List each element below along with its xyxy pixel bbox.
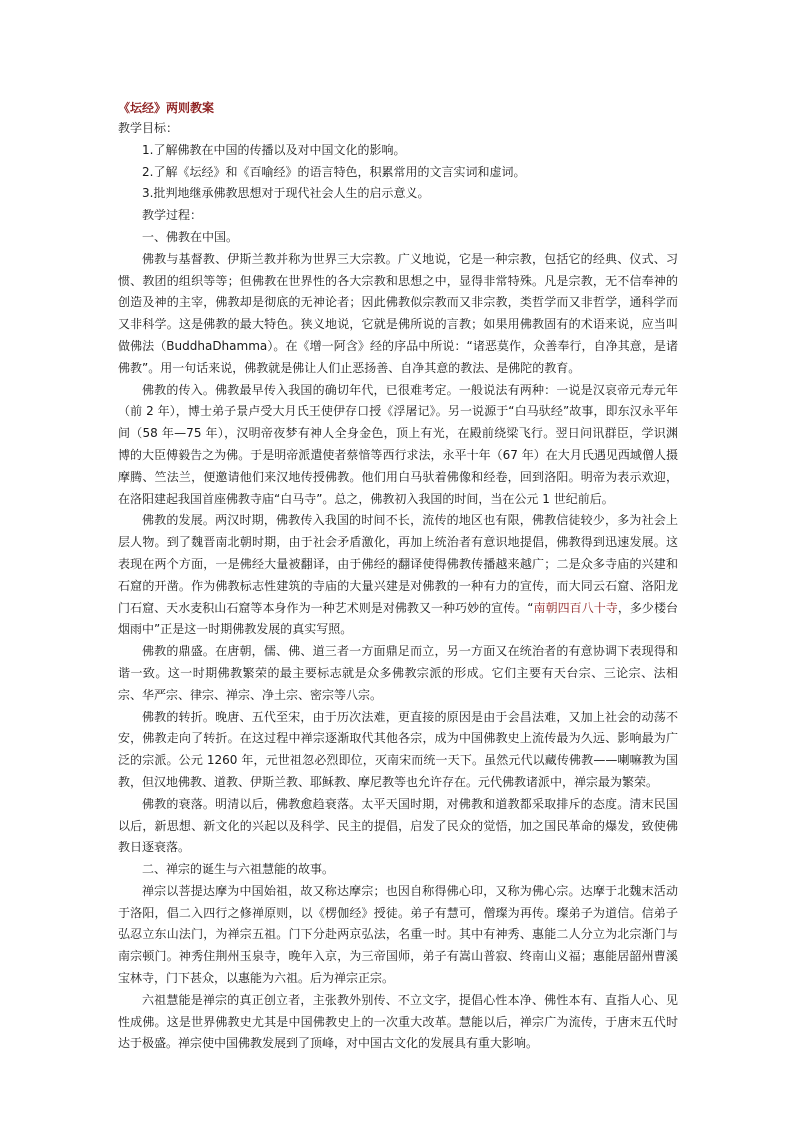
objective-item: 3.批判地继承佛教思想对于现代社会人生的启示意义。 xyxy=(142,186,430,201)
paragraph-huineng: 六祖慧能是禅宗的真正创立者，主张教外别传、不立文字，提倡心性本净、佛性本有、直指人心、见性成佛。这是世界佛教史尤其是中国佛教史上的一次重大改革。慧能以后，禅宗广为流传，于唐末五代时达于极盛。禅宗使中国佛教发展到了顶峰，对中国古文化的发展具有重大影响。 xyxy=(118,992,678,1051)
objectives-heading: 教学目标： xyxy=(118,121,179,135)
paragraph-decline: 佛教的衰落。明清以后，佛教愈趋衰落。太平天国时期，对佛教和道教都采取排斥的态度。清末民国以后，新思想、新文化的兴起以及科学、民主的提倡，启发了民众的觉悟，加之国民革命的爆发，致使佛教日逐衰落。 xyxy=(118,796,678,855)
objective-item: 1.了解佛教在中国的传播以及对中国文化的影响。 xyxy=(142,142,406,157)
paragraph-prosperity: 佛教的鼎盛。在唐朝，儒、佛、道三者一方面鼎足而立，另一方面又在统治者的有意协调下表现得和谐一致。这一时期佛教繁荣的最主要标志就是众多佛教宗派的形成。它们主要有天台宗、三论宗、法相宗、华严宗、律宗、禅宗、净土宗、密宗等八宗。 xyxy=(118,644,678,702)
paragraph-introduction-to-china: 佛教的传入。佛教最早传入我国的确切年代，已很难考定。一般说法有两种：一说是汉哀帝元寿元年（前 2 年），博士弟子景卢受大月氏王使伊存口授《浮屠记》。另一说源于“白马驮经”故事，即东汉永平年间（58 年—75 年），汉明帝夜梦有神人全身金色，顶上有光，在殿前绕梁飞行。翌日问讯群臣，学识渊博的大臣傅毅告之为佛。于是明帝派遣使者蔡愔等西行求法，永平十年（67 年）在大月氏遇见西域僧人摄摩腾、竺法兰，便邀请他们来汉地传授佛教。他们用白马驮着佛像和经卷，回到洛阳。明帝为表示欢迎，在洛阳建起我国首座佛教寺庙“白马寺”。总之，佛教初入我国的时间，当在公元 1 世纪前后。 xyxy=(118,382,678,506)
paragraph-chan-origin: 禅宗以菩提达摩为中国始祖，故又称达摩宗；也因自称得佛心印，又称为佛心宗。达摩于北魏末活动于洛阳，倡二入四行之修禅原则，以《楞伽经》授徒。弟子有慧可，僧璨为再传。璨弟子为道信。信弟子弘忍立东山法门，为禅宗五祖。门下分赴两京弘法，名重一时。其中有神秀、惠能二人分立为北宗渐门与南宗顿门。神秀住荆州玉泉寺，晚年入京，为三帝国师，弟子有嵩山普寂、终南山义福；惠能居韶州曹溪宝林寺，门下甚众，以惠能为六祖。后为禅宗正宗。 xyxy=(118,883,678,986)
paragraph-turning-point: 佛教的转折。晚唐、五代至宋，由于历次法难，更直接的原因是由于会昌法难，又加上社会的动荡不安，佛教走向了转折。在这过程中禅宗逐渐取代其他各宗，成为中国佛教史上流传最为久远、影响最为广泛的宗派。公元 1260 年，元世祖忽必烈即位，灭南宋而统一天下。虽然元代以藏传佛教——喇嘛教为国教，但汉地佛教、道教、伊斯兰教、耶稣教、摩尼教等也允许存在。元代佛教诸派中，禅宗最为繁荣。 xyxy=(118,709,678,789)
document-title: 《坛经》两则教案 xyxy=(118,101,215,115)
paragraph-text: ，多少楼台烟雨中”正是这一时期佛教发展的真实写照。 xyxy=(118,600,678,637)
process-heading: 教学过程： xyxy=(142,208,203,223)
section-heading: 二、禅宗的诞生与六祖慧能的故事。 xyxy=(142,862,335,877)
paragraph-religion-overview: 佛教与基督教、伊斯兰教并称为世界三大宗教。广义地说，它是一种宗教，包括它的经典、仪式、习惯、教团的组织等等；但佛教在世界性的各大宗教和思想之中，显得非常特殊。凡是宗教，无不信奉神的创造及神的主宰，佛教却是彻底的无神论者；因此佛教似宗教而又非宗教，类哲学而又非哲学，通科学而又非科学。这是佛教的最大特色。狭义地说，它就是佛所说的言教；如果用佛教固有的术语来说，应当叫做佛法（BuddhaDhamma）。在《增一阿含》经的序品中所说：“诸恶莫作，众善奉行，自净其意，是诸佛教”。用一句话来说，佛教就是佛让人们止恶扬善、自净其意的教法、是佛陀的教育。 xyxy=(118,251,678,375)
paragraph-text: 佛教的发展。两汉时期，佛教传入我国的时间不长，流传的地区也有限，佛教信徒较少，多为社会上层人物。到了魏晋南北朝时期，由于社会矛盾激化，再加上统治者有意识地提倡，佛教得到迅速发展。这表现在两个方面，一是佛经大量被翻译，由于佛经的翻译使得佛教传播越来越广；二是众多寺庙的兴建和石窟的开凿。作为佛教标志性建筑的寺庙的大量兴建是对佛教的一种有力的宣传，而大同云石窟、洛阳龙门石窟、天水麦积山石窟等本身作为一种艺术则是对佛教又一种巧妙的宣传。“ xyxy=(118,513,678,615)
section-heading: 一、佛教在中国。 xyxy=(142,229,239,244)
highlighted-quote: 南朝四百八十寺 xyxy=(533,600,618,615)
document-page xyxy=(118,98,678,1055)
objective-item: 2.了解《坛经》和《百喻经》的语言特色，积累常用的文言实词和虚词。 xyxy=(142,164,526,179)
paragraph-development xyxy=(118,510,678,641)
